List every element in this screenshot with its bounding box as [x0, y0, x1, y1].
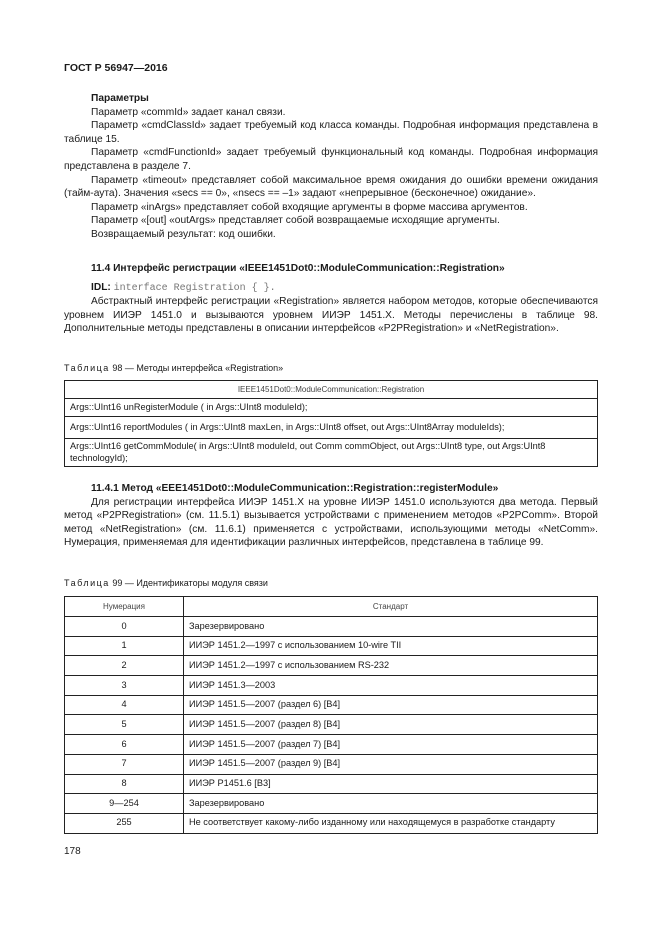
paragraph: Параметр «commId» задает канал связи.: [91, 106, 286, 118]
number-cell: 4: [65, 695, 184, 715]
paragraph: Возвращаемый результат: код ошибки.: [91, 228, 276, 240]
section-11-4-1: [64, 482, 598, 550]
parameters-section: [64, 92, 598, 242]
document-header: ГОСТ Р 56947—2016: [64, 62, 168, 74]
standard-cell: ИИЭР 1451.2—1997 с использованием RS-232: [184, 656, 598, 676]
number-cell: 7: [65, 754, 184, 774]
paragraph: Параметр «timeout» представляет собой максимальное время ожидания до ошибки времени ожидания (тайм-аута). Значения «secs == 0», «nsecs == –1» задают «непрерывное (бесконечное) ожидание».: [64, 174, 598, 200]
number-cell: 5: [65, 715, 184, 735]
table-header: IEEE1451Dot0::ModuleCommunication::Registration: [65, 381, 598, 399]
paragraph: Параметр «cmdClassId» задает требуемый код класса команды. Подробная информация представлена в таблице 15.: [64, 120, 598, 145]
table-row: [65, 715, 598, 735]
paragraph: Абстрактный интерфейс регистрации «Registration» является набором методов, которые обеспечиваются уровнем ИИЭР 1451.0 и вызываются уровнем ИИЭР 1451.X. Методы перечислены в таблице 98. Дополнительные методы представлены в описании интерфейсов «P2PRegistration» и «NetRegistration».: [64, 296, 598, 335]
standard-cell: ИИЭР 1451.5—2007 (раздел 8) [B4]: [184, 715, 598, 735]
section-title: 11.4.1 Метод «EEE1451Dot0::ModuleCommunication::Registration::registerModule»: [91, 483, 499, 494]
number-cell: 1: [65, 636, 184, 656]
number-cell: 3: [65, 676, 184, 696]
standard-cell: Зарезервировано: [184, 794, 598, 814]
table-row: [65, 774, 598, 794]
table-row: [65, 735, 598, 755]
page-number: 178: [64, 846, 81, 857]
number-cell: 255: [65, 813, 184, 833]
section-11-4: [64, 262, 598, 336]
table-row: [65, 636, 598, 656]
parameters-title: Параметры: [91, 93, 149, 104]
caption-text: 99 — Идентификаторы модуля связи: [112, 578, 268, 588]
standard-cell: ИИЭР P1451.6 [B3]: [184, 774, 598, 794]
caption-text: 98 — Методы интерфейса «Registration»: [112, 363, 284, 373]
caption-prefix: Таблица: [64, 363, 110, 373]
standard-cell: ИИЭР 1451.5—2007 (раздел 7) [B4]: [184, 735, 598, 755]
caption-prefix: Таблица: [64, 578, 110, 588]
table-99: [64, 596, 598, 834]
table-cell: Args::UInt16 reportModules ( in Args::UInt8 maxLen, in Args::UInt8 offset, out Args::UInt8Array moduleIds);: [65, 417, 598, 439]
standard-cell: ИИЭР 1451.5—2007 (раздел 9) [B4]: [184, 754, 598, 774]
paragraph: Параметр «cmdFunctionId» задает требуемый функциональный код команды. Подробная информация представлена в разделе 7.: [64, 147, 598, 172]
number-cell: 9—254: [65, 794, 184, 814]
paragraph: Параметр «[out] «outArgs» представляет собой возвращаемые исходящие аргументы.: [91, 215, 500, 227]
table-row: [65, 656, 598, 676]
table-row: [65, 676, 598, 696]
column-header: Нумерация: [65, 597, 184, 617]
number-cell: 2: [65, 656, 184, 676]
number-cell: 8: [65, 774, 184, 794]
standard-cell: Не соответствует какому-либо изданному или находящемуся в разработке стандарту: [184, 813, 598, 833]
number-cell: 6: [65, 735, 184, 755]
table-row: [65, 794, 598, 814]
table-row: [65, 695, 598, 715]
table-row: [65, 754, 598, 774]
standard-cell: Зарезервировано: [184, 617, 598, 637]
table-99-caption: [64, 577, 598, 591]
table-98: [64, 380, 598, 467]
paragraph: Для регистрации интерфейса ИИЭР 1451.X на уровне ИИЭР 1451.0 используются два метода. Первый метод «P2PRegistration» (см. 11.5.1) вызывается устройствами с применением методов «P2PComm». Второй метод «NetRegistration» (см. 11.6.1) применяется с устройствами, использующими методы «NetComm». Нумерация, применяемая для идентификации различных интерфейсов, представлена в таблице 99.: [64, 496, 598, 549]
table-cell: Args::UInt16 unRegisterModule ( in Args::UInt8 moduleId);: [65, 399, 598, 417]
standard-cell: ИИЭР 1451.3—2003: [184, 676, 598, 696]
idl-label: IDL:: [91, 281, 111, 293]
paragraph: Параметр «inArgs» представляет собой входящие аргументы в форме массива аргументов.: [91, 201, 528, 213]
table-row: [65, 617, 598, 637]
number-cell: 0: [65, 617, 184, 637]
standard-cell: ИИЭР 1451.2—1997 с использованием 10-wire TII: [184, 636, 598, 656]
standard-cell: ИИЭР 1451.5—2007 (раздел 6) [B4]: [184, 695, 598, 715]
table-98-caption: [64, 362, 598, 376]
table-cell: Args::UInt16 getCommModule( in Args::UInt8 moduleId, out Comm commObject, out Args::UInt8 type, out Args:UInt8 technologyId);: [65, 439, 598, 467]
column-header: Стандарт: [184, 597, 598, 617]
table-row: [65, 813, 598, 833]
section-title: 11.4 Интерфейс регистрации «IEEE1451Dot0::ModuleCommunication::Registration»: [91, 263, 505, 274]
idl-code: interface Registration { }.: [113, 282, 276, 294]
